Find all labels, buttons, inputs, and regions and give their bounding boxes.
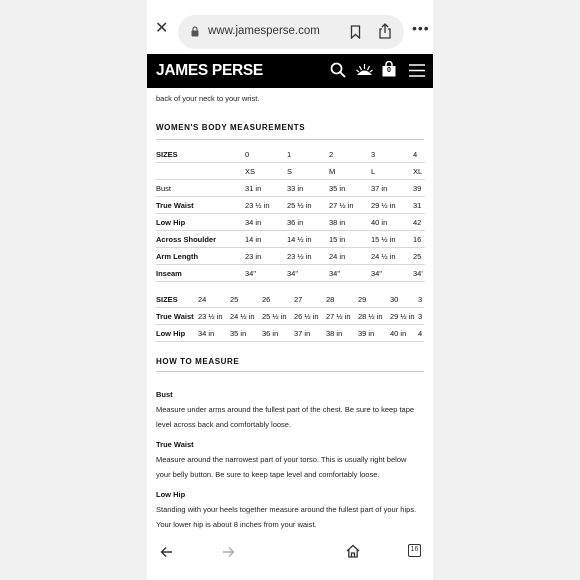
measure-item-title: Bust <box>156 390 173 399</box>
size-cell: 25 <box>230 291 262 308</box>
womens-size-table <box>156 146 425 282</box>
measure-item-description <box>156 452 426 482</box>
divider <box>156 139 424 140</box>
value-cell: 31 <box>413 197 425 214</box>
share-icon[interactable] <box>378 23 392 39</box>
value-cell: 3 <box>418 308 424 325</box>
tabs-icon[interactable] <box>408 544 421 557</box>
intro-fragment: back of your neck to your wrist. <box>156 94 260 103</box>
row-label: Low Hip <box>156 214 245 231</box>
row-label: Arm Length <box>156 248 245 265</box>
value-cell: 34 in <box>245 214 287 231</box>
browser-toolbar <box>147 0 433 54</box>
bag-count: 0 <box>387 67 391 74</box>
page-content <box>156 88 426 529</box>
description-line: your belly button. Be sure to keep tape level and comfortably loose. <box>156 470 380 479</box>
value-cell: 15 ½ in <box>371 231 413 248</box>
value-cell: 24 in <box>329 248 371 265</box>
measure-item-title: True Waist <box>156 440 194 449</box>
value-cell: 34" <box>245 265 287 282</box>
size-cell: 29 <box>358 291 390 308</box>
value-cell: 27 ½ in <box>329 197 371 214</box>
table-row <box>156 197 425 214</box>
value-cell: 35 in <box>230 325 262 342</box>
value-cell: 37 in <box>294 325 326 342</box>
value-cell: 42 <box>413 214 425 231</box>
value-cell: 38 in <box>329 214 371 231</box>
description-line: Your lower hip is about 8 inches from your waist. <box>156 520 317 529</box>
value-cell: 40 in <box>371 214 413 231</box>
letter-size-cell: XL <box>413 163 425 180</box>
row-label: True Waist <box>156 197 245 214</box>
empty-cell <box>156 163 245 180</box>
divider <box>156 371 424 372</box>
size-cell: 27 <box>294 291 326 308</box>
value-cell: 24 ½ in <box>371 248 413 265</box>
table-row <box>156 180 425 197</box>
value-cell: 33 in <box>287 180 329 197</box>
value-cell: 28 ½ in <box>358 308 390 325</box>
value-cell: 35 in <box>329 180 371 197</box>
how-to-measure-title: HOW TO MEASURE <box>156 357 240 366</box>
size-cell: 4 <box>413 146 425 163</box>
value-cell: 25 ½ in <box>287 197 329 214</box>
letter-size-cell: XS <box>245 163 287 180</box>
measure-item-title: Low Hip <box>156 490 186 499</box>
row-label: Across Shoulder <box>156 231 245 248</box>
table-row <box>156 325 424 342</box>
value-cell: 39 in <box>358 325 390 342</box>
table-row <box>156 308 424 325</box>
value-cell: 34" <box>329 265 371 282</box>
value-cell: 23 ½ in <box>245 197 287 214</box>
sun-logo-icon[interactable] <box>355 63 374 77</box>
value-cell: 26 ½ in <box>294 308 326 325</box>
value-cell: 27 ½ in <box>326 308 358 325</box>
value-cell: 38 in <box>326 325 358 342</box>
sizes-label: SIZES <box>156 291 198 308</box>
value-cell: 37 in <box>371 180 413 197</box>
table-row <box>156 146 425 163</box>
browser-viewport <box>147 0 433 580</box>
value-cell: 36 in <box>287 214 329 231</box>
size-cell: 24 <box>198 291 230 308</box>
value-cell: 40 in <box>390 325 418 342</box>
denim-size-table <box>156 291 424 342</box>
value-cell: 31 in <box>245 180 287 197</box>
row-label: Inseam <box>156 265 245 282</box>
lock-icon <box>191 26 199 37</box>
value-cell: 16 <box>413 231 425 248</box>
size-cell: 30 <box>390 291 418 308</box>
letter-size-cell: M <box>329 163 371 180</box>
tab-count: 16 <box>410 546 419 553</box>
womens-section-title: WOMEN'S BODY MEASUREMENTS <box>156 123 306 132</box>
value-cell: 34" <box>371 265 413 282</box>
forward-arrow-icon[interactable] <box>222 546 235 558</box>
value-cell: 14 ½ in <box>287 231 329 248</box>
close-icon[interactable]: ✕ <box>155 20 169 37</box>
value-cell: 29 ½ in <box>371 197 413 214</box>
value-cell: 4 <box>418 325 424 342</box>
site-logo[interactable]: JAMES PERSE <box>156 62 263 79</box>
site-header <box>147 54 433 88</box>
bookmark-icon[interactable] <box>350 25 361 39</box>
table-row <box>156 248 425 265</box>
size-cell: 2 <box>329 146 371 163</box>
table-row <box>156 231 425 248</box>
table-row <box>156 291 424 308</box>
table-row <box>156 265 425 282</box>
value-cell: 29 ½ in <box>390 308 418 325</box>
value-cell: 34" <box>287 265 329 282</box>
description-line: level across back and comfortably loose. <box>156 420 292 429</box>
size-cell: 3 <box>371 146 413 163</box>
shopping-bag-icon[interactable] <box>382 61 396 77</box>
value-cell: 34 in <box>198 325 230 342</box>
letter-size-cell: S <box>287 163 329 180</box>
browser-bottom-toolbar <box>147 537 433 580</box>
value-cell: 39 <box>413 180 425 197</box>
description-line: Standing with your heels together measure around the fullest part of your hips. <box>156 505 417 514</box>
back-arrow-icon[interactable] <box>160 546 173 558</box>
url-text: www.jamesperse.com <box>208 25 320 37</box>
hamburger-menu-icon[interactable] <box>409 64 425 77</box>
value-cell: 34' <box>413 265 425 282</box>
table-row <box>156 163 425 180</box>
value-cell: 24 ½ in <box>230 308 262 325</box>
value-cell: 23 ½ in <box>287 248 329 265</box>
description-line: Measure around the narrowest part of your torso. This is usually right below <box>156 455 407 464</box>
size-cell: 0 <box>245 146 287 163</box>
description-line: Measure under arms around the fullest part of the chest. Be sure to keep tape <box>156 405 415 414</box>
value-cell: 25 <box>413 248 425 265</box>
value-cell: 23 in <box>245 248 287 265</box>
value-cell: 23 ½ in <box>198 308 230 325</box>
size-cell: 3 <box>418 291 424 308</box>
address-bar[interactable] <box>178 15 404 49</box>
value-cell: 25 ½ in <box>262 308 294 325</box>
row-label: True Waist <box>156 308 198 325</box>
value-cell: 15 in <box>329 231 371 248</box>
size-cell: 1 <box>287 146 329 163</box>
measure-item-description <box>156 402 426 432</box>
more-options-icon[interactable]: ••• <box>412 20 430 36</box>
measure-item-description <box>156 502 426 532</box>
letter-size-cell: L <box>371 163 413 180</box>
size-cell: 26 <box>262 291 294 308</box>
row-label: Bust <box>156 180 245 197</box>
table-row <box>156 214 425 231</box>
search-icon[interactable] <box>330 62 346 78</box>
value-cell: 36 in <box>262 325 294 342</box>
home-icon[interactable] <box>346 544 360 558</box>
value-cell: 14 in <box>245 231 287 248</box>
row-label: Low Hip <box>156 325 198 342</box>
sizes-label: SIZES <box>156 146 245 163</box>
size-cell: 28 <box>326 291 358 308</box>
